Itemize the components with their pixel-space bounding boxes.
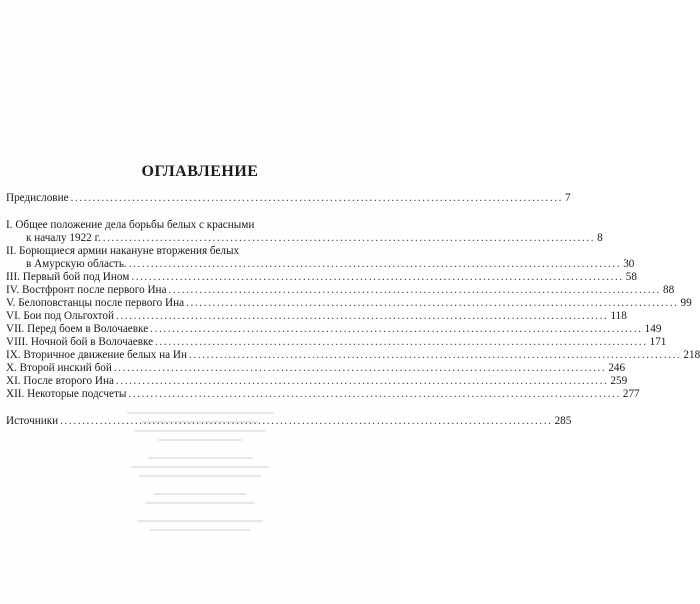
show-through-text [95, 405, 305, 595]
dot-leader: ................................................................................................................ [155, 336, 648, 348]
toc-entry-title-cont: в Амурскую область. [26, 258, 127, 270]
dot-leader: ................................................................................................................ [188, 349, 682, 361]
toc-entry-title: III. Первый бой под Ином [6, 271, 130, 283]
toc-page-number: 7 [565, 192, 571, 204]
dot-leader: ................................................................................................................ [115, 310, 609, 322]
toc-entry-chapter-6 [6, 310, 627, 323]
toc-entry-chapter-1 [6, 219, 603, 245]
toc-page-number: 99 [680, 297, 692, 309]
toc-page-number: 218 [683, 349, 700, 361]
spacer [6, 205, 370, 219]
dot-leader: ................................................................................................................ [115, 375, 609, 387]
toc-entry-title: I. Общее положение дела борьбы белых с красными [6, 219, 255, 231]
dot-leader: ................................................................................................................ [128, 388, 621, 400]
dot-leader: ................................................................................................................ [70, 192, 564, 204]
page-title: ОГЛАВЛЕНИЕ [141, 163, 259, 180]
toc-page-number: 259 [610, 375, 628, 387]
toc-page-number: 88 [662, 284, 675, 296]
toc-entry-title: V. Белоповстанцы после первого Ина [6, 297, 185, 309]
toc-entry-chapter-4 [6, 284, 675, 297]
toc-entry-chapter-3 [6, 271, 637, 284]
toc-entry-title: Источники [6, 415, 59, 427]
dot-leader: ................................................................................................................ [128, 258, 622, 270]
toc-entry-title: IX. Вторичное движение белых на Ин [6, 349, 187, 361]
toc-entry-title: XII. Некоторые подсчеты [6, 388, 127, 400]
dot-leader: ................................................................................................................ [131, 271, 624, 283]
dot-leader: ................................................................................................................ [150, 323, 643, 335]
toc-entry-preface [6, 192, 571, 205]
toc-entry-title-cont: к началу 1922 г. [26, 232, 101, 244]
toc-entry-chapter-10 [6, 362, 626, 375]
toc-entry-chapter-5 [6, 297, 692, 310]
toc-entry-title: VII. Перед боем в Волочаевке [6, 323, 149, 335]
dot-leader: ................................................................................................................ [186, 297, 679, 309]
toc-page-number: 277 [622, 388, 640, 400]
toc-entry-title: VIII. Ночной бой в Волочаевке [6, 336, 154, 348]
toc-page-number: 246 [608, 362, 626, 374]
toc-page-number: 118 [610, 310, 627, 322]
toc-entry-title: IV. Востфронт после первого Ина [6, 284, 167, 296]
toc-entry-title: Предисловие [6, 192, 69, 204]
toc-entry-chapter-2 [6, 245, 635, 271]
toc-page-number: 30 [623, 258, 635, 270]
toc-page-number: 58 [625, 271, 637, 283]
toc-entry-chapter-7 [6, 323, 662, 336]
dot-leader: ................................................................................................................ [102, 232, 596, 244]
toc-entry-title: VI. Бои под Ольгохтой [6, 310, 114, 322]
toc-entry-chapter-8 [6, 336, 667, 349]
toc-page-number: 171 [649, 336, 667, 348]
toc-page-number: 285 [554, 415, 572, 427]
dot-leader: ................................................................................................................ [113, 362, 607, 374]
dot-leader: ................................................................................................................ [60, 415, 553, 427]
toc-entry-title: II. Борющиеся армии накануне вторжения белых [6, 245, 240, 257]
toc-page-number: 8 [597, 232, 603, 244]
toc-page-number: 149 [644, 323, 662, 335]
toc-entry-chapter-12 [6, 388, 640, 401]
dot-leader: ................................................................................................................ [168, 284, 661, 296]
toc-entry-title: XI. После второго Ина [6, 375, 114, 387]
toc-entry-chapter-9 [6, 349, 700, 362]
table-of-contents [6, 192, 700, 428]
toc-entry-title: X. Второй инский бой [6, 362, 112, 374]
toc-entry-chapter-11 [6, 375, 628, 388]
